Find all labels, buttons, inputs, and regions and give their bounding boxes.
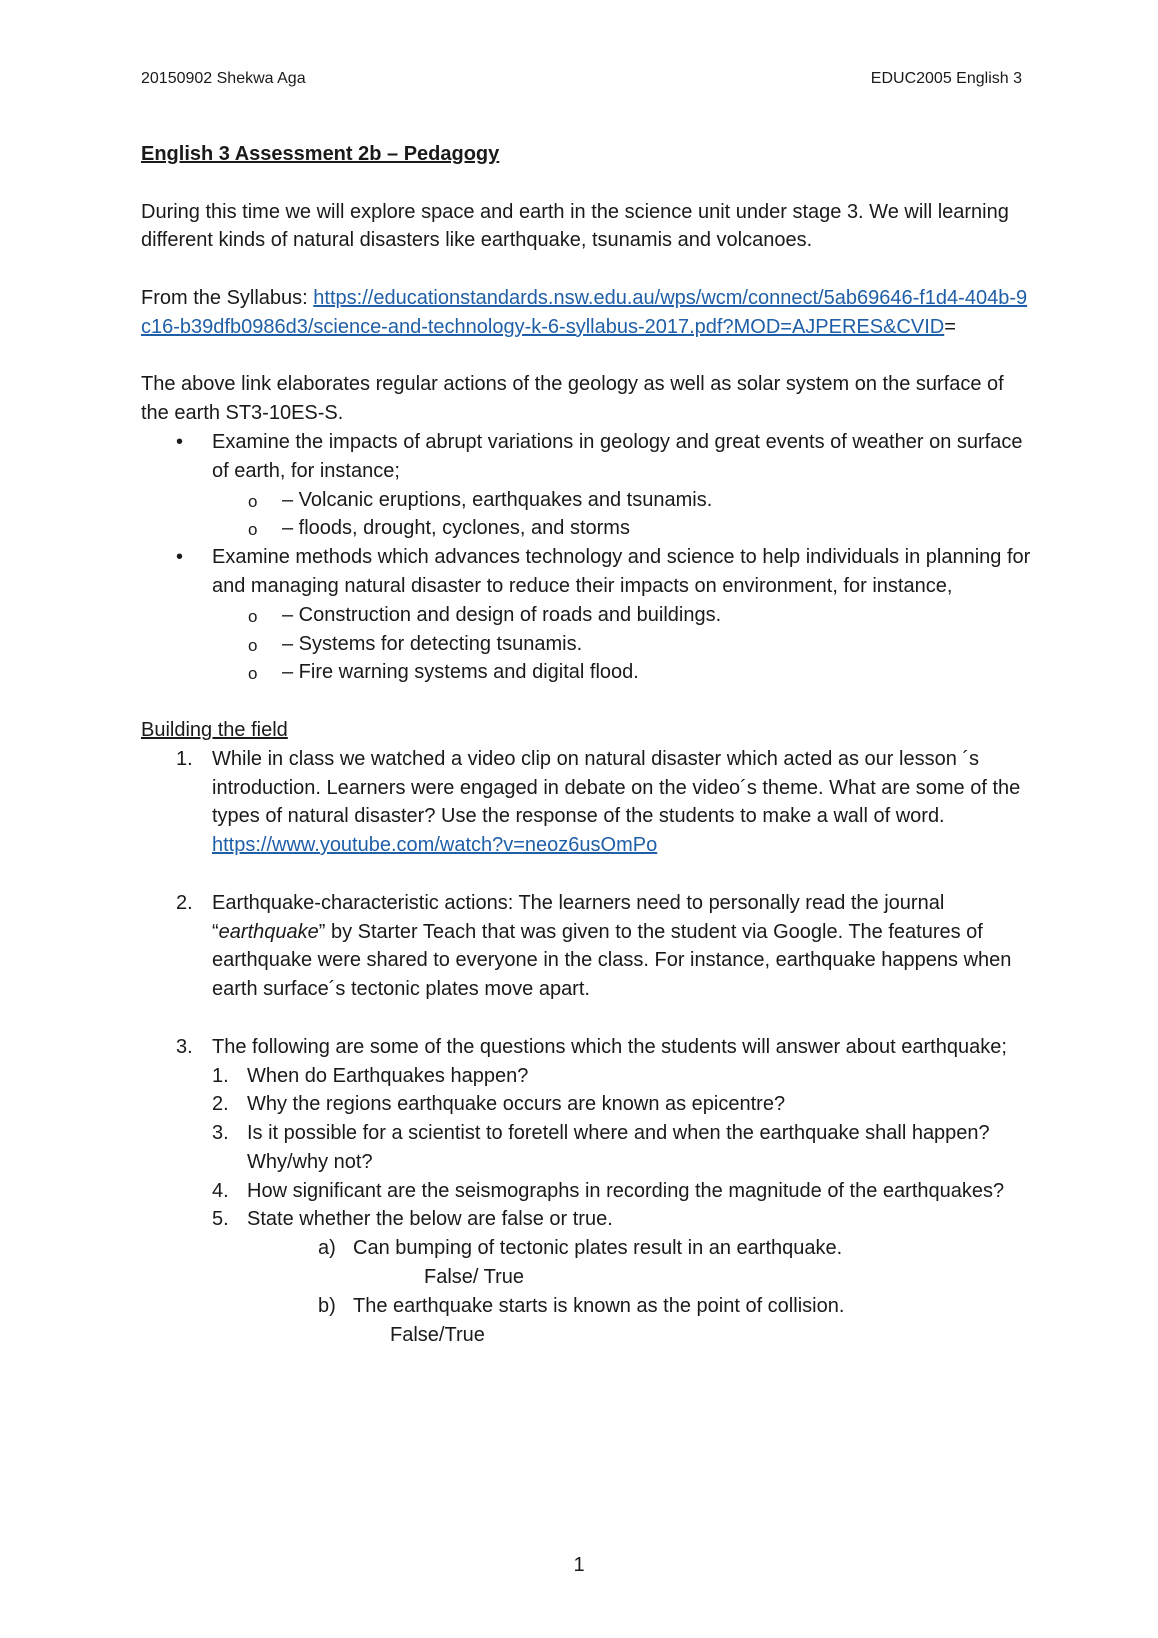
item-text: The following are some of the questions which the students will answer about earthquake; [212,1035,1007,1058]
bullet-marker: • [176,546,184,569]
question-item [141,1205,1031,1234]
syllabus-label: From the Syllabus: [141,286,314,309]
sub-bullet-item [141,630,1031,659]
true-false-answer: False/True [390,1323,485,1346]
item-number: 1. [176,747,193,770]
syllabus-paragraph [141,284,1031,342]
question-number: 2. [212,1093,229,1116]
question-item [141,1090,1031,1119]
intro-paragraph: During this time we will explore space and earth in the science unit under stage 3. We will learning different kinds of natural disasters like earthquake, tsunamis and volcanoes. [141,200,1009,252]
bullet-item [141,543,1031,601]
sub-bullet-item [141,658,1031,687]
question-text: Is it possible for a scientist to foretell where and when the earthquake shall happen? Why/why not? [247,1122,990,1173]
statement-text: The earthquake starts is known as the point of collision. [353,1294,845,1317]
numbered-item [141,745,1031,860]
sub-bullet-item [141,601,1031,630]
statement-item [141,1234,1031,1263]
question-number: 1. [212,1064,229,1087]
question-text: How significant are the seismographs in recording the magnitude of the earthquakes? [247,1179,1005,1202]
numbered-item [141,1033,1031,1062]
sub-bullet-marker: o [248,491,258,511]
link-intro-paragraph: The above link elaborates regular actions of the geology as well as solar system on the surface of the earth ST3-10ES-S. [141,373,1004,425]
sub-bullet-marker: o [248,664,258,684]
question-item [141,1177,1031,1206]
question-number: 5. [212,1208,229,1231]
bullet-item [141,428,1031,486]
statement-letter: b) [318,1294,336,1317]
question-number: 3. [212,1122,229,1145]
bullet-marker: • [176,430,184,453]
item-number: 3. [176,1035,193,1058]
page-number: 1 [573,1554,585,1576]
bullet-text: Examine methods which advances technology and science to help individuals in planning for and managing natural disaster to reduce their impacts on environment, for instance, [212,546,1031,597]
statement-item [141,1292,1031,1321]
syllabus-link[interactable]: https://educationstandards.nsw.edu.au/wps/wcm/connect/5ab69646-f1d4-404b-9c16-b39dfb0986d3/science-and-technology-k-6-syllabus-2017.pdf?MOD=AJPERES&CVID [141,286,1028,338]
sub-bullet-text: – Construction and design of roads and buildings. [282,603,722,626]
bullet-text: Examine the impacts of abrupt variations in geology and great events of weather on surface of earth, for instance; [212,430,1023,482]
header-author: 20150902 Shekwa Aga [141,70,306,87]
sub-bullet-marker: o [248,520,258,540]
document-title: English 3 Assessment 2b – Pedagogy [141,143,500,165]
statement-text: Can bumping of tectonic plates result in an earthquake. [353,1237,843,1260]
question-text: When do Earthquakes happen? [247,1064,529,1087]
item-text-part: Earthquake-characteristic actions: The learners need to personally read the journal “ [212,891,945,943]
item-number: 2. [176,891,193,914]
question-number: 4. [212,1179,229,1202]
statement-letter: a) [318,1237,336,1260]
document-body [141,140,1031,1349]
sub-bullet-text: – floods, drought, cyclones, and storms [282,517,630,540]
true-false-answer: False/ True [424,1266,525,1289]
question-text: State whether the below are false or true. [247,1208,613,1231]
numbered-item [141,889,1031,1004]
item-text-part: ” by Starter Teach that was given to the student via Google. The features of earthquake were shared to everyone in the class. For instance, earthquake happens when earth surface´s tectonic plates move apart. [212,920,1012,1001]
sub-bullet-text: – Fire warning systems and digital flood. [282,661,639,684]
sub-bullet-text: – Volcanic eruptions, earthquakes and tsunamis. [282,488,713,511]
sub-bullet-marker: o [248,606,258,626]
syllabus-trailing: = [944,315,956,338]
question-item [141,1119,1031,1177]
sub-bullet-item [141,486,1031,515]
header-course: EDUC2005 English 3 [870,70,1022,87]
video-link[interactable]: https://www.youtube.com/watch?v=neoz6usOmPo [212,834,658,857]
journal-title: earthquake [218,920,319,943]
sub-bullet-item [141,514,1031,543]
sub-bullet-text: – Systems for detecting tsunamis. [282,632,583,655]
item-text: While in class we watched a video clip on natural disaster which acted as our lesson ´s introduction. Learners were engaged in debate on the video´s theme. What are some of the types of natural disaster? Use the response of the students to make a wall of word. [212,747,1021,828]
question-text: Why the regions earthquake occurs are known as epicentre? [247,1093,786,1116]
sub-bullet-marker: o [248,635,258,655]
question-item [141,1062,1031,1091]
section-heading: Building the field [141,718,288,741]
